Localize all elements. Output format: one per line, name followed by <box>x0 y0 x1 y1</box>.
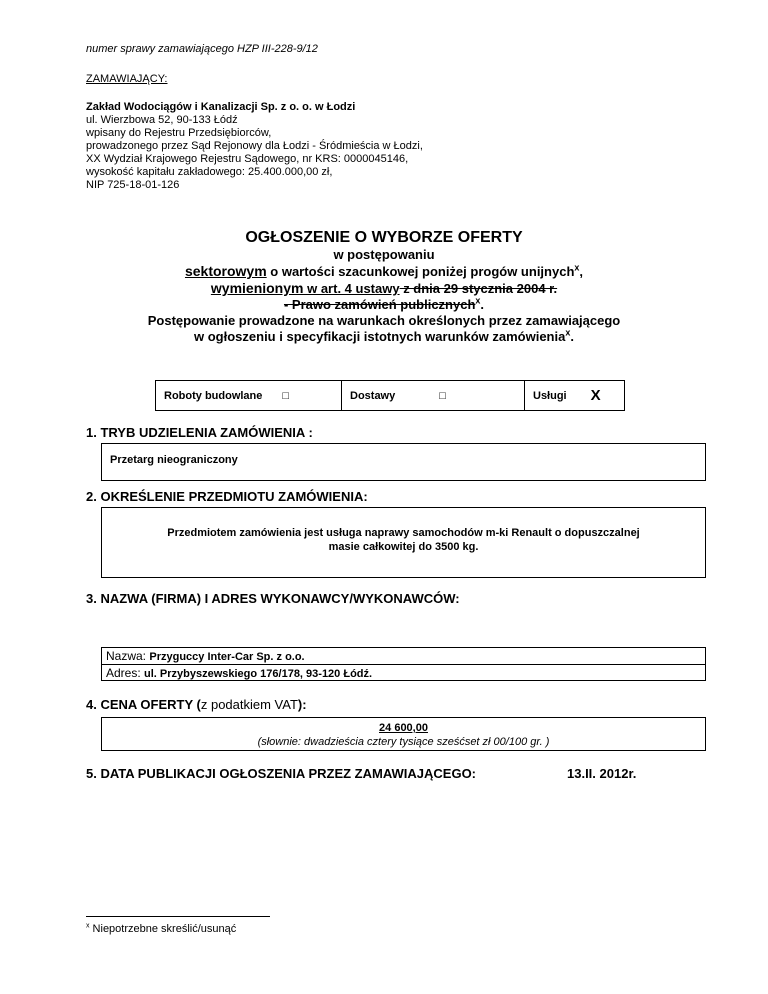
contractor-name-row <box>102 648 705 665</box>
subject-box <box>101 507 706 578</box>
footnote <box>86 923 236 935</box>
price-title-c: ): <box>297 697 307 712</box>
order-type-works <box>156 381 342 410</box>
contractor-box <box>101 647 706 681</box>
punct: . <box>570 329 574 344</box>
supplies-checkbox[interactable]: □ <box>439 389 446 402</box>
section-4-title <box>86 697 307 712</box>
works-checkbox[interactable]: □ <box>282 389 290 402</box>
section-3-title: 3. NAZWA (FIRMA) I ADRES WYKONAWCY/WYKONAWCÓW: <box>86 591 460 606</box>
footnote-text: Niepotrzebne skreślić/usunąć <box>89 923 237 935</box>
law-name: - Prawo zamówień publicznych <box>283 297 476 312</box>
section-5-title: 5. DATA PUBLIKACJI OGŁOSZENIA PRZEZ ZAMAWIAJĄCEGO: <box>86 766 477 781</box>
title-line-1: w postępowaniu <box>333 247 435 262</box>
footnote-symbol: x <box>86 922 90 930</box>
contractor-address: ul. Przybyszewskiego 176/178, 93-120 Łódź. <box>144 668 373 680</box>
buyer-label: ZAMAWIAJĄCY: <box>86 73 168 85</box>
procedure-value: Przetarg nieograniczony <box>110 454 238 466</box>
subject-line-2: masie całkowitej do 3500 kg. <box>328 541 479 553</box>
article-text: w art. 4 ustawy <box>303 281 400 296</box>
title-line-4 <box>60 297 708 313</box>
footnote-mark: x <box>475 295 481 306</box>
buyer-court: prowadzonego przez Sąd Rejonowy dla Łodzi - Śródmieścia w Łodzi, <box>86 140 423 152</box>
footnote-mark: x <box>574 262 580 273</box>
footnote-mark: x <box>565 327 571 338</box>
order-type-services <box>525 381 624 410</box>
order-type-table <box>155 380 625 411</box>
price-title-b: z podatkiem VAT <box>200 697 298 712</box>
price-value: 24 600,00 <box>379 722 428 734</box>
case-number: numer sprawy zamawiającego HZP III-228-9/12 <box>86 43 318 55</box>
title-block <box>60 229 708 345</box>
buyer-nip: NIP 725-18-01-126 <box>86 179 180 191</box>
buyer-capital: wysokość kapitału zakładowego: 25.400.000,00 zł, <box>86 166 333 178</box>
supplies-label: Dostawy <box>350 389 396 402</box>
contractor-name: Przyguccy Inter-Car Sp. z o.o. <box>149 651 305 663</box>
title-line-5: Postępowanie prowadzone na warunkach określonych przez zamawiającego <box>147 313 621 328</box>
mentioned-word: wymienionym <box>210 280 304 296</box>
procedure-box <box>101 443 706 481</box>
page-title: OGŁOSZENIE O WYBORZE OFERTY <box>245 229 523 246</box>
section-1-title: 1. TRYB UDZIELENIA ZAMÓWIENIA : <box>86 425 313 440</box>
section-2-title: 2. OKREŚLENIE PRZEDMIOTU ZAMÓWIENIA: <box>86 489 368 504</box>
spec-text: w ogłoszeniu i specyfikacji istotnych warunków zamówienia <box>194 329 566 344</box>
publication-date: 13.II. 2012r. <box>567 766 637 781</box>
subject-line-1: Przedmiotem zamówienia jest usługa naprawy samochodów m-ki Renault o dopuszczalnej <box>167 527 640 539</box>
footnote-divider <box>86 916 270 917</box>
contractor-address-row <box>102 665 705 682</box>
works-label: Roboty budowlane <box>164 389 263 402</box>
buyer-address: ul. Wierzbowa 52, 90-133 Łódź <box>86 114 238 126</box>
threshold-text: o wartości szacunkowej poniżej progów unijnych <box>266 264 575 279</box>
address-label: Adres: <box>106 666 145 680</box>
title-line-2 <box>60 263 708 280</box>
buyer-register: wpisany do Rejestru Przedsiębiorców, <box>86 127 272 139</box>
date-text: z dnia 29 stycznia 2004 r. <box>399 281 558 296</box>
title-line-3 <box>60 280 708 297</box>
name-label: Nazwa: <box>106 649 150 663</box>
sector-word: sektorowym <box>184 263 267 279</box>
price-box <box>101 717 706 751</box>
title-line-6 <box>60 329 708 345</box>
order-type-supplies <box>342 381 525 410</box>
punct: , <box>579 264 584 279</box>
services-mark[interactable]: X <box>590 387 601 404</box>
punct: . <box>480 297 485 312</box>
price-words: (słownie: dwadzieścia cztery tysiące sześćset zł 00/100 gr. ) <box>257 736 550 748</box>
buyer-krs: XX Wydział Krajowego Rejestru Sądowego, nr KRS: 0000045146, <box>86 153 409 165</box>
buyer-name: Zakład Wodociągów i Kanalizacji Sp. z o. o. w Łodzi <box>86 101 356 113</box>
price-title-a: 4. CENA OFERTY ( <box>86 697 201 712</box>
buyer-details <box>86 101 423 192</box>
services-label: Usługi <box>533 389 567 402</box>
